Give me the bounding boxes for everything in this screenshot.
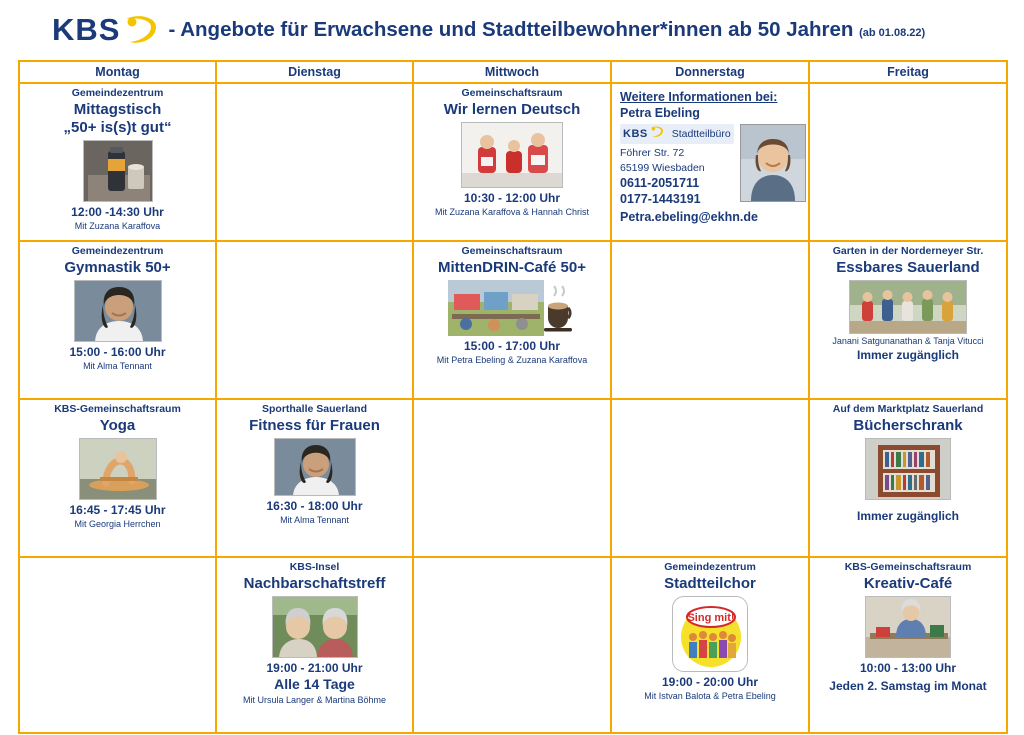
empty-cell-dienstag-2 — [216, 241, 413, 399]
table-row — [19, 557, 1007, 733]
event-buecherschrank — [809, 399, 1007, 557]
logo-sing-mit — [672, 596, 748, 672]
event-wir-lernen-deutsch — [413, 83, 611, 241]
photo-portrait-woman — [74, 280, 162, 342]
event-time: 15:00 - 17:00 Uhr — [463, 339, 561, 354]
event-venue: Garten in der Norderneyer Str. — [832, 245, 984, 257]
event-frequency: Jeden 2. Samstag im Monat — [829, 679, 987, 694]
empty-cell-dienstag-1 — [216, 83, 413, 241]
column-header-dienstag: Dienstag — [216, 61, 413, 83]
event-title: Stadtteilchor — [664, 575, 756, 593]
event-venue: KBS-Gemeinschaftsraum — [54, 403, 181, 415]
empty-cell-freitag-1 — [809, 83, 1007, 241]
logo-text: KBS — [52, 12, 121, 47]
event-time: 19:00 - 21:00 Uhr — [266, 661, 363, 676]
photo-portrait-woman — [274, 438, 356, 496]
contact-phone-2: 0177-1443191 — [620, 192, 701, 207]
event-title-line2: „50+ is(s)t gut“ — [63, 119, 172, 137]
event-kreativ-cafe — [809, 557, 1007, 733]
event-venue: Gemeinschaftsraum — [461, 245, 563, 257]
event-note: Mit Zuzana Karaffova & Hannah Christ — [435, 207, 589, 218]
event-fitness-fuer-frauen — [216, 399, 413, 557]
page-title — [168, 18, 925, 42]
event-time: 12:00 -14:30 Uhr — [71, 205, 164, 220]
empty-cell-montag-4 — [19, 557, 216, 733]
event-venue: Sporthalle Sauerland — [261, 403, 368, 415]
event-venue: KBS-Gemeinschaftsraum — [844, 561, 972, 573]
event-frequency: Alle 14 Tage — [274, 676, 355, 693]
event-title: Yoga — [99, 417, 136, 435]
event-mittagstisch — [19, 83, 216, 241]
event-time: 16:45 - 17:45 Uhr — [69, 503, 166, 518]
event-note-bold: Immer zugänglich — [856, 509, 960, 524]
page-title-suffix: (ab 01.08.22) — [859, 27, 926, 39]
kbs-logo — [52, 12, 158, 48]
svg-text:Sing mit!: Sing mit! — [687, 612, 735, 625]
contact-box — [614, 87, 806, 225]
event-time: 19:00 - 20:00 Uhr — [661, 675, 759, 690]
event-note: Mit Georgia Herrchen — [74, 519, 161, 530]
event-time: 15:00 - 16:00 Uhr — [69, 345, 166, 360]
table-row — [19, 399, 1007, 557]
event-yoga — [19, 399, 216, 557]
event-title-line1: Mittagstisch — [73, 101, 162, 119]
column-header-freitag: Freitag — [809, 61, 1007, 83]
event-note: Mit Petra Ebeling & Zuzana Karaffova — [436, 355, 588, 366]
table-row — [19, 83, 1007, 241]
event-venue: Gemeinschaftsraum — [461, 87, 563, 99]
kbs-mini-logo — [620, 124, 734, 144]
event-title: Gymnastik 50+ — [64, 259, 171, 277]
column-header-montag: Montag — [19, 61, 216, 83]
event-venue: Gemeindezentrum — [664, 561, 756, 573]
event-note: Janani Satgunanathan & Tanja Vitucci — [832, 336, 984, 347]
event-time: 16:30 - 18:00 Uhr — [266, 499, 363, 514]
photo-two-women — [272, 596, 358, 658]
event-venue: Gemeindezentrum — [71, 245, 164, 257]
event-title: Nachbarschaftstreff — [243, 575, 386, 593]
swoosh-icon — [124, 15, 158, 45]
portrait-petra-ebeling — [740, 124, 806, 202]
photo-cafe-terrace — [448, 280, 576, 336]
table-row — [19, 241, 1007, 399]
event-note: Mit Zuzana Karaffova — [74, 221, 161, 232]
contact-heading: Weitere Informationen bei: — [620, 90, 778, 104]
contact-info-cell — [611, 83, 809, 241]
event-nachbarschaftstreff — [216, 557, 413, 733]
event-title: Fitness für Frauen — [249, 417, 380, 435]
empty-cell-mittwoch-3 — [413, 399, 611, 557]
event-venue: KBS-Insel — [289, 561, 340, 573]
event-mittendrin-cafe — [413, 241, 611, 399]
empty-cell-donnerstag-2 — [611, 241, 809, 399]
contact-name: Petra Ebeling — [620, 106, 700, 121]
event-note: Mit Alma Tennant — [83, 361, 152, 372]
event-note: Mit Istvan Balota & Petra Ebeling — [644, 691, 776, 702]
mini-logo-text: KBS — [623, 128, 648, 141]
event-title — [22, 101, 213, 137]
event-title: MittenDRIN-Café 50+ — [438, 259, 586, 277]
photo-crafting — [865, 596, 951, 658]
photo-yoga — [79, 438, 157, 500]
page-header — [0, 0, 1024, 56]
event-note: Mit Alma Tennant — [280, 515, 349, 526]
swoosh-icon-small — [650, 125, 664, 143]
photo-language-course — [461, 122, 563, 188]
photo-lunch-thermos — [83, 140, 153, 202]
event-title: Wir lernen Deutsch — [443, 101, 581, 119]
event-stadtteilchor — [611, 557, 809, 733]
contact-phone-1: 0611-2051711 — [620, 176, 700, 191]
contact-city: 65199 Wiesbaden — [620, 161, 705, 174]
event-note: Mit Ursula Langer & Martina Böhme — [242, 694, 387, 705]
event-title: Bücherschrank — [853, 417, 963, 435]
mini-logo-label: Stadtteilbüro — [671, 128, 731, 141]
column-header-donnerstag: Donnerstag — [611, 61, 809, 83]
photo-garden-group — [849, 280, 967, 334]
event-title: Kreativ-Café — [863, 575, 953, 593]
empty-cell-donnerstag-3 — [611, 399, 809, 557]
event-gymnastik-50plus — [19, 241, 216, 399]
empty-cell-mittwoch-4 — [413, 557, 611, 733]
page-title-main: - Angebote für Erwachsene und Stadtteilbewohner*innen ab 50 Jahren — [168, 18, 854, 41]
contact-street: Föhrer Str. 72 — [620, 147, 685, 160]
event-time: 10:30 - 12:00 Uhr — [463, 191, 561, 206]
event-essbares-sauerland — [809, 241, 1007, 399]
contact-email[interactable]: Petra.ebeling@ekhn.de — [620, 209, 758, 224]
photo-bookcase — [865, 438, 951, 500]
event-title: Essbares Sauerland — [836, 259, 980, 277]
event-note-bold: Immer zugänglich — [856, 348, 960, 363]
table-header-row — [19, 61, 1007, 83]
event-venue: Gemeindezentrum — [71, 87, 164, 99]
event-venue: Auf dem Marktplatz Sauerland — [832, 403, 984, 415]
weekly-schedule-table — [18, 60, 1008, 734]
column-header-mittwoch: Mittwoch — [413, 61, 611, 83]
event-time: 10:00 - 13:00 Uhr — [859, 661, 957, 676]
